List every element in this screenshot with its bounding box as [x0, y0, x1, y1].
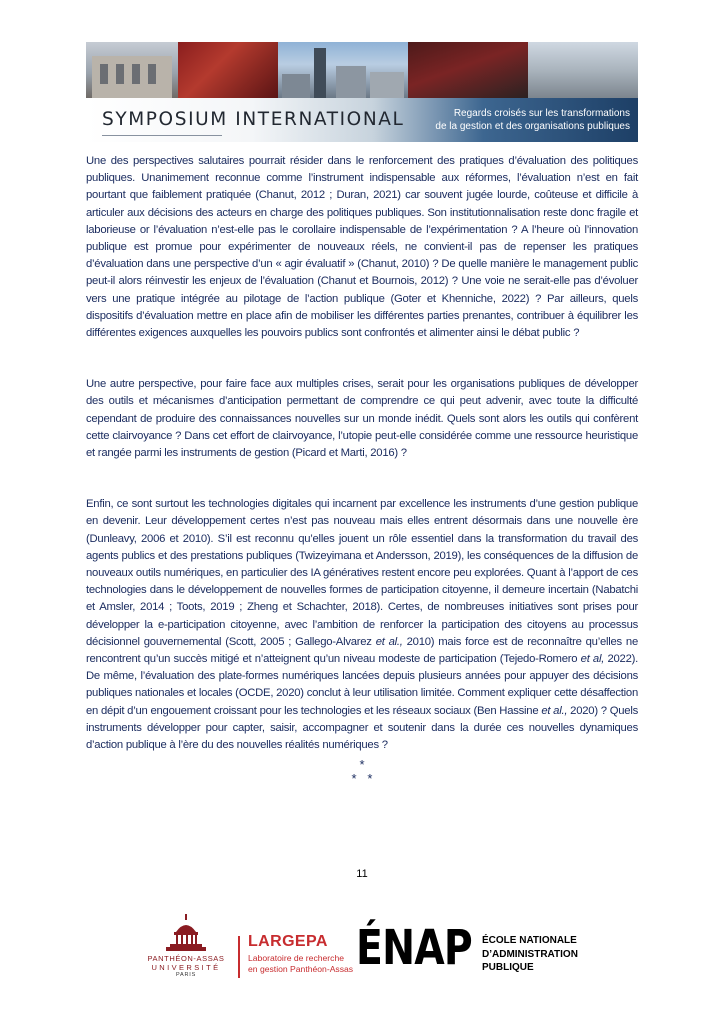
- section-separator-stars: [338, 758, 386, 786]
- enap-line-2: D’ADMINISTRATION: [482, 948, 578, 960]
- symposium-title: SYMPOSIUM INTERNATIONAL: [102, 109, 405, 130]
- enap-line-1: ÉCOLE NATIONALE: [482, 935, 577, 946]
- et-al-1: et al.,: [375, 635, 403, 648]
- largepa-line-1: Laboratoire de recherche: [248, 953, 345, 963]
- page-number: 11: [356, 868, 368, 880]
- star-top: *: [359, 757, 365, 772]
- et-al-3: et al.,: [541, 704, 568, 717]
- banner-photo-building: [86, 42, 178, 98]
- paragraph-digital-part-d: 2020) ? Quels instruments développer pour capter, saisir, accompagner et soutenir dans la durée ces nouvelles dynamiques d’action publique à l’ère du des nouvelles réalités numériques ?: [86, 704, 638, 752]
- star-bottom: * *: [351, 771, 373, 786]
- enap-line-3: PUBLIQUE: [482, 962, 534, 973]
- enap-logo: ÉNAP: [356, 920, 472, 976]
- subtitle-line-2: de la gestion et des organisations publiques: [435, 121, 630, 132]
- university-name-line: PANTHÉON-ASSAS: [147, 954, 225, 963]
- symposium-subtitle: [420, 107, 630, 133]
- paragraph-digital-part-a: Enfin, ce sont surtout les technologies digitales qui incarnent par excellence les instruments d’une gestion publique en devenir. Leur développement certes n’est pas nouveau mais elles entrent désormais dans une nouvelle ère (Dunleavy, 2006 et 2010). S’il est reconnu qu’elles jouent un rôle essentiel dans la transformation du travail des agents publics et des prestations publiques (Twizeyimana et Andersson, 2019), les conséquences de la diffusion de nouveaux outils numériques, en particulier des IA génératives restent encore peu explorées. Quant à l’apport de ces technologies dans le développement de nouvelles formes de participation citoyenne, il demeure incertain (Nabatchi et Amsler, 2014 ; Toots, 2019 ; Zheng et Schachter, 2018). Certes, de nombreuses initiatives sont prises pour développer la e-participation citoyenne, avec l’ambition de renforcer la participation des citoyens au processus décisionnel gouvernemental (Scott, 2005 ; Gallego-Alvarez: [86, 498, 638, 648]
- skyline-illustration: [278, 42, 408, 98]
- banner-photo-amphitheatre: [178, 42, 278, 98]
- banner-photo-city: [278, 42, 408, 98]
- paragraph-digital: [86, 496, 638, 754]
- banner-photo-rooftops: [528, 42, 638, 98]
- largepa-line-2: en gestion Panthéon-Assas: [248, 964, 354, 974]
- title-underline: [102, 135, 222, 136]
- building-illustration: [86, 42, 178, 98]
- body-text: [86, 153, 638, 754]
- largepa-name: LARGEPA: [248, 933, 328, 950]
- university-name: [140, 954, 232, 972]
- pantheon-assas-logo: [140, 912, 232, 982]
- paragraph-anticipation: Une autre perspective, pour faire face aux multiples crises, serait pour les organisations publiques de développer des outils et mécanismes d’anticipation permettant de comprendre ce qui peut advenir, avec toute la difficulté cependant de produire des connaissances nouvelles sur un monde inédit. Quels sont alors les outils qui confèrent cette clairvoyance ? Dans cet effort de clairvoyance, l’utopie peut-elle considérée comme une ressource heuristique et rangée parmi les instruments de gestion (Picard et Marti, 2016) ?: [86, 378, 638, 460]
- paragraph-digital-part-c: 2022). De même, l’évaluation des plate-formes numériques lancées depuis plusieurs années pour appuyer des décisions publiques nationales et locales (OCDE, 2020) conclut à leur utilisation limitée. Comment expliquer cette désaffection en dépit d’un engouement croissant pour les technologies et les réseaux sociaux (Ben Hassine: [86, 653, 639, 717]
- banner-photo-library: [408, 42, 528, 98]
- enap-fullname: [482, 934, 578, 975]
- header-banner: [86, 42, 638, 142]
- paragraph-digital-part-b: 2010) mais force est de reconnaître qu’elles ne rencontrent qu’un succès mitigé et n’atteignent qu’un niveau modeste de participation (Tejedo-Romero: [86, 635, 638, 666]
- largepa-divider: [238, 936, 240, 978]
- pantheon-dome-icon: [140, 912, 232, 954]
- university-word: UNIVERSITÉ: [151, 963, 221, 972]
- largepa-subtitle: [248, 953, 353, 975]
- university-city: PARIS: [175, 972, 197, 978]
- subtitle-line-1: Regards croisés sur les transformations: [453, 108, 630, 119]
- et-al-2: et al,: [580, 653, 605, 666]
- paragraph-evaluation: Une des perspectives salutaires pourrait résider dans le renforcement des pratiques d’évaluation des politiques publiques. Unanimement reconnue comme l’instrument indispensable aux réformes, l’évaluation n’est en fait pourtant que faiblement pratiquée (Chanut, 2012 ; Duran, 2021) car souvent jugée lourde, coûteuse et difficile à articuler aux décisions des acteurs en charge des politiques publiques. Son institutionnalisation reste donc fragile et laborieuse or l’évaluation n’est-elle pas le corollaire indispensable de l’expérimentation ? A l’heure où l’innovation publique est promue pour expérimenter de nouveaux réels, ne convient-il pas de repenser les pratiques d’évaluation dans une perspective d’un « agir évaluatif » (Chanut, 2010) ? De quelle manière le management public peut-il alors réinvestir les enjeux de l’évaluation (Chanut et Bournois, 2012) ? Une voie ne serait-elle pas d’évoluer vers une pratique intégrée au pilotage de l’action publique (Goter et Khenniche, 2022) ? Par ailleurs, quels dispositifs d’évaluation mettre en place afin de mobiliser les différentes parties prenantes, contribuer à équilibrer les différentes exigences auxquelles les pouvoirs publics sont confrontés et alimenter ainsi le débat public ?: [86, 155, 638, 340]
